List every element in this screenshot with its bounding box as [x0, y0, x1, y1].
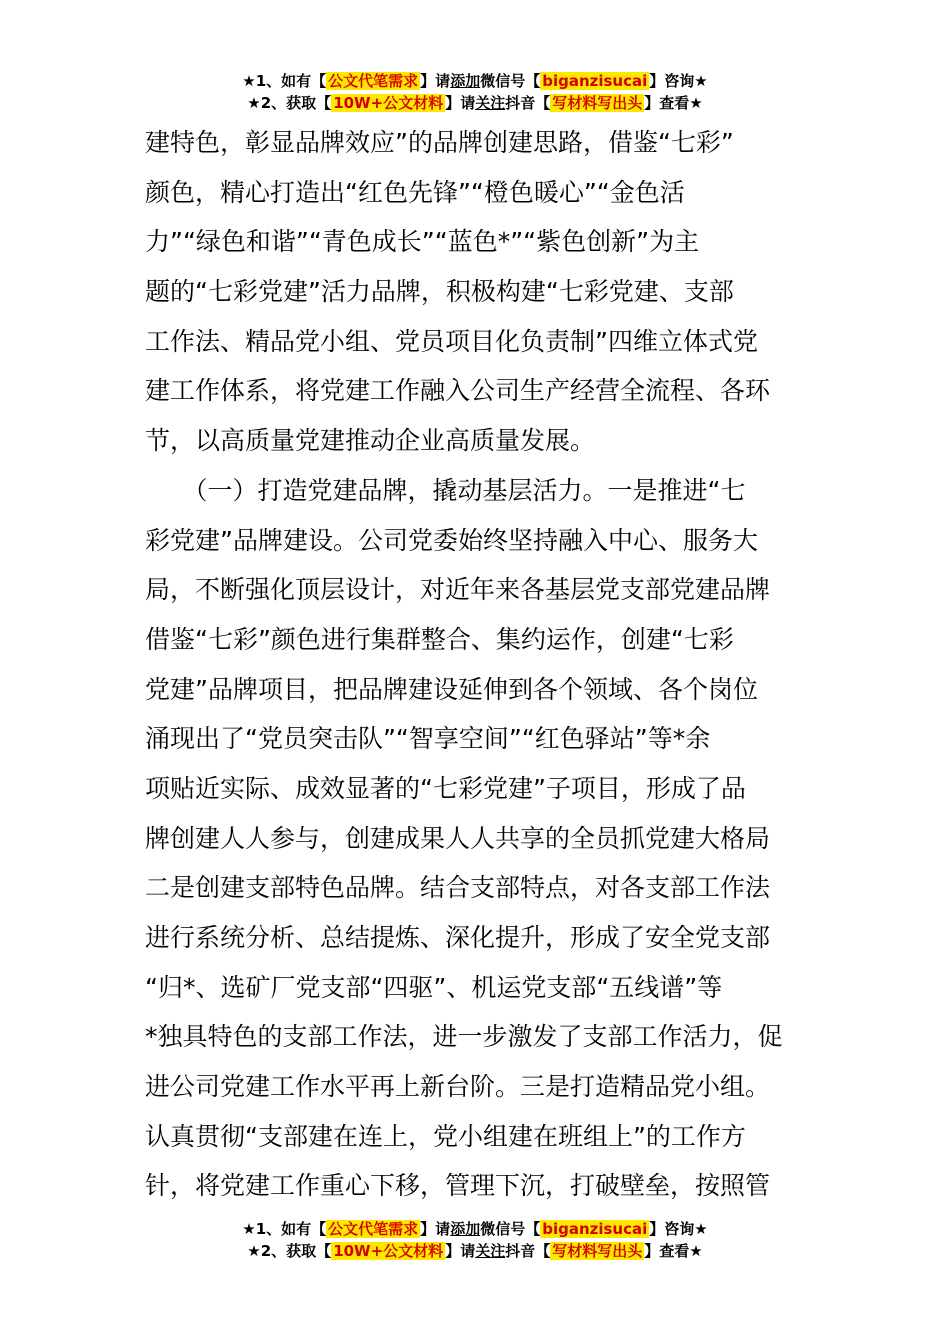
body-line: 项贴近实际、成效显著的“七彩党建”子项目，形成了品 — [145, 773, 746, 803]
body-line: 二是创建支部特色品牌。结合支部特点，对各支部工作法 — [145, 873, 771, 903]
body-line: 针，将党建工作重心下移，管理下沉，打破壁垒，按照管 — [145, 1171, 771, 1201]
body-line: 颜色，精心打造出“红色先锋”“橙色暖心”“金色活 — [145, 177, 685, 207]
highlight-text: 10W+公文材料 — [333, 94, 444, 112]
body-line: 题的“七彩党建”活力品牌，积极构建“七彩党建、支部 — [145, 277, 734, 307]
banner-line-2: ★2、获取【 10W+公文材料 】请关注抖音【 写材料写出头 】查看★ — [247, 94, 703, 112]
douyin-account: 写材料写出头 — [552, 1242, 643, 1260]
body-line: 工作法、精品党小组、党员项目化负责制”四维立体式党 — [145, 326, 758, 356]
body-line: 建特色，彰显品牌效应”的品牌创建思路，借鉴“七彩” — [145, 128, 734, 157]
body-line: 认真贯彻“支部建在连上，党小组建在班组上”的工作方 — [145, 1121, 746, 1151]
body-line: 借鉴“七彩”颜色进行集群整合、集约运作，创建“七彩 — [145, 624, 734, 654]
body-line: 进公司党建工作水平再上新台阶。三是打造精品党小组。 — [145, 1072, 771, 1102]
body-line: 节，以高质量党建推动企业高质量发展。 — [145, 426, 596, 456]
body-line: 进行系统分析、总结提炼、深化提升，形成了安全党支部 — [145, 923, 771, 952]
highlight-text: 公文代笔需求 — [328, 1220, 419, 1238]
wechat-id: biganzisucai — [542, 72, 648, 90]
banner-line-2: ★2、获取【 10W+公文材料 】请关注抖音【 写材料写出头 】查看★ — [247, 1242, 703, 1260]
wechat-id: biganzisucai — [542, 1220, 648, 1238]
douyin-account: 写材料写出头 — [552, 94, 643, 112]
body-line: （一）打造党建品牌，撬动基层活力。一是推进“七 — [145, 475, 746, 505]
document-body — [145, 118, 810, 1211]
body-line: 局，不断强化顶层设计，对近年来各基层党支部党建品牌 — [145, 575, 771, 605]
banner-line-1: ★1、如有【 公文代笔需求 】请添加微信号【 biganzisucai 】咨询★ — [242, 72, 708, 90]
body-line: 力”“绿色和谐”“青色成长”“蓝色*”“紫色创新”为主 — [145, 227, 700, 257]
banner-line-1: ★1、如有【 公文代笔需求 】请添加微信号【 biganzisucai 】咨询★ — [242, 1220, 708, 1238]
body-line: “归*、选矿厂党支部“四驱”、机运党支部“五线谱”等 — [145, 972, 723, 1002]
body-line: 党建”品牌项目，把品牌建设延伸到各个领域、各个岗位 — [145, 674, 758, 704]
body-line: 涌现出了“党员突击队”“智享空间”“红色驿站”等*余 — [145, 724, 711, 754]
header-banner — [0, 70, 950, 114]
body-line: 彩党建”品牌建设。公司党委始终坚持融入中心、服务大 — [145, 525, 758, 555]
highlight-text: 10W+公文材料 — [333, 1242, 444, 1260]
body-line: 建工作体系，将党建工作融入公司生产经营全流程、各环 — [145, 376, 771, 406]
footer-banner — [0, 1218, 950, 1262]
body-line: 牌创建人人参与，创建成果人人共享的全员抓党建大格局 — [145, 823, 771, 853]
highlight-text: 公文代笔需求 — [328, 72, 419, 90]
body-line: *独具特色的支部工作法，进一步激发了支部工作活力，促 — [145, 1022, 783, 1052]
